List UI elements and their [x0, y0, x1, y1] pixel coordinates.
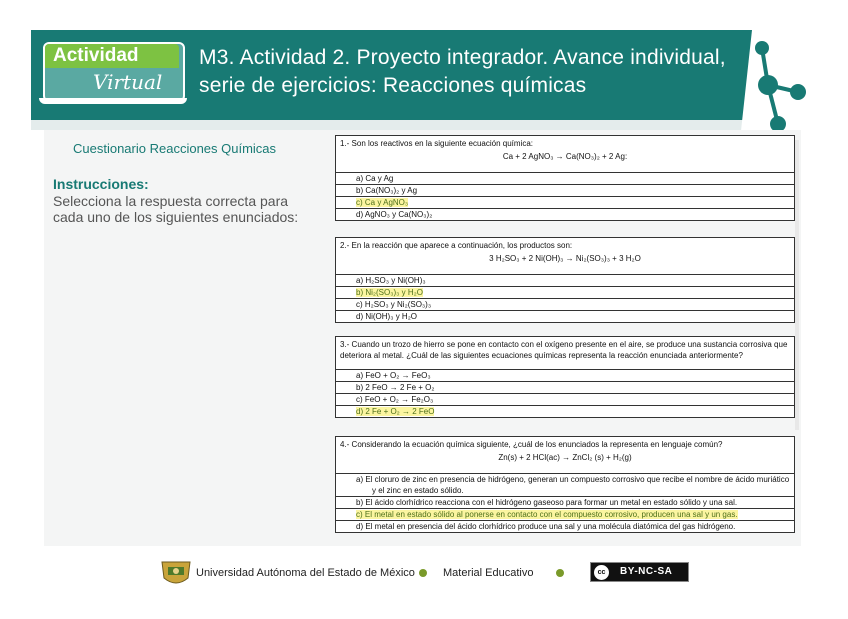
page-title: M3. Actividad 2. Proyecto integrador. Avance individual, serie de ejercicios: Reacciones químicas — [199, 46, 726, 97]
molecule-icon — [700, 30, 810, 140]
answer-option-label: b) El ácido clorhídrico reacciona con el hidrógeno gaseoso para formar un metal en estado sólido y una sal. — [356, 498, 738, 507]
answer-option[interactable] — [336, 496, 794, 508]
answer-option[interactable] — [336, 369, 794, 381]
answer-option[interactable] — [336, 286, 794, 298]
answer-option[interactable] — [336, 274, 794, 286]
instructions-text: Selecciona la respuesta correcta para cada uno de los siguientes enunciados: — [53, 193, 299, 225]
answer-option[interactable] — [336, 520, 794, 532]
actividad-virtual-logo — [43, 42, 183, 108]
question-2 — [335, 237, 795, 323]
laptop-base-icon — [39, 98, 187, 104]
answer-option[interactable] — [336, 196, 794, 208]
cc-license-badge[interactable] — [590, 562, 689, 582]
answer-option-label: c) El metal en estado sólido al ponerse en contacto con el compuesto corrosivo, producen una sal y un gas. — [356, 510, 738, 519]
instructions-heading: Instrucciones: — [53, 176, 149, 192]
answer-option-label: c) FeO + O₂ → Fe₂O₃ — [356, 395, 434, 404]
answer-option[interactable] — [336, 208, 794, 220]
footer-dot-1 — [419, 569, 427, 577]
question-text: 1.- Son los reactivos en la siguiente ecuación química: — [340, 139, 533, 148]
logo-word-virtual: Virtual — [93, 70, 163, 94]
question-text: 3.- Cuando un trozo de hierro se pone en contacto con el oxígeno presente en el aire, se produce una sustancia corrosiva que deteriora al metal. ¿Cuál de las siguientes ecuaciones químicas representa la reacción enunciada anteriormente? — [340, 340, 788, 360]
answer-option-label: b) 2 FeO → 2 Fe + O₂ — [356, 383, 435, 392]
answer-option-label: a) Ca y Ag — [356, 174, 394, 183]
scrollbar-track[interactable] — [795, 140, 799, 430]
answer-option-label: b) Ni₂(SO₃)₃ y H₂O — [356, 288, 423, 297]
questionnaire-subtitle: Cuestionario Reacciones Químicas — [73, 141, 277, 156]
answer-option-label: a) H₂SO₃ y Ni(OH)₃ — [356, 276, 426, 285]
footer-material: Material Educativo — [443, 567, 534, 579]
question-1 — [335, 135, 795, 221]
answer-option[interactable] — [336, 473, 794, 496]
answer-option-label: d) AgNO₃ y Ca(NO₃)₂ — [356, 210, 433, 219]
question-equation: Ca + 2 AgNO₃ → Ca(NO₃)₂ + 2 Ag: — [502, 152, 628, 161]
question-text: 4.- Considerando la ecuación química siguiente, ¿cuál de los enunciados la representa en lenguaje común? — [340, 440, 723, 449]
license-label: BY-NC-SA — [620, 566, 673, 577]
answer-option-label: c) H₂SO₃ y Ni₂(SO₃)₃ — [356, 300, 432, 309]
answer-option-label: d) 2 Fe + O₂ → 2 FeO — [356, 407, 435, 416]
answer-option-label: a) FeO + O₂ → FeO₃ — [356, 371, 431, 380]
logo-word-actividad: Actividad — [53, 45, 139, 66]
answer-option[interactable] — [336, 405, 794, 417]
answer-option[interactable] — [336, 381, 794, 393]
answer-option[interactable] — [336, 184, 794, 196]
question-3 — [335, 336, 795, 418]
question-4 — [335, 436, 795, 533]
answer-option-label: d) Ni(OH)₃ y H₂O — [356, 312, 418, 321]
answer-option[interactable] — [336, 298, 794, 310]
cc-icon: cc — [594, 565, 609, 580]
banner-shadow — [31, 120, 801, 130]
footer-dot-2 — [556, 569, 564, 577]
answer-option[interactable] — [336, 310, 794, 322]
answer-option-label: c) Ca y AgNO₃ — [356, 198, 409, 207]
answer-option-label: b) Ca(NO₃)₂ y Ag — [356, 186, 418, 195]
answer-option[interactable] — [336, 393, 794, 405]
university-seal-icon — [160, 558, 192, 588]
question-equation: Zn(s) + 2 HCl(ac) → ZnCl₂ (s) + H₂(g) — [498, 453, 632, 462]
question-equation: 3 H₂SO₃ + 2 Ni(OH)₃ → Ni₂(SO₃)₃ + 3 H₂O — [489, 254, 641, 263]
answer-option-label: d) El metal en presencia del ácido clorhídrico produce una sal y una molécula diatómica del gas hidrógeno. — [356, 522, 736, 531]
footer-university: Universidad Autónoma del Estado de México — [196, 567, 415, 579]
answer-option[interactable] — [336, 508, 794, 520]
answer-option-label: a) El cloruro de zinc en presencia de hidrógeno, generan un compuesto corrosivo que recibe el nombre de ácido muriático y el zinc en estado sólido. — [356, 475, 790, 495]
answer-option[interactable] — [336, 172, 794, 184]
question-text: 2.- En la reacción que aparece a continuación, los productos son: — [340, 241, 573, 250]
